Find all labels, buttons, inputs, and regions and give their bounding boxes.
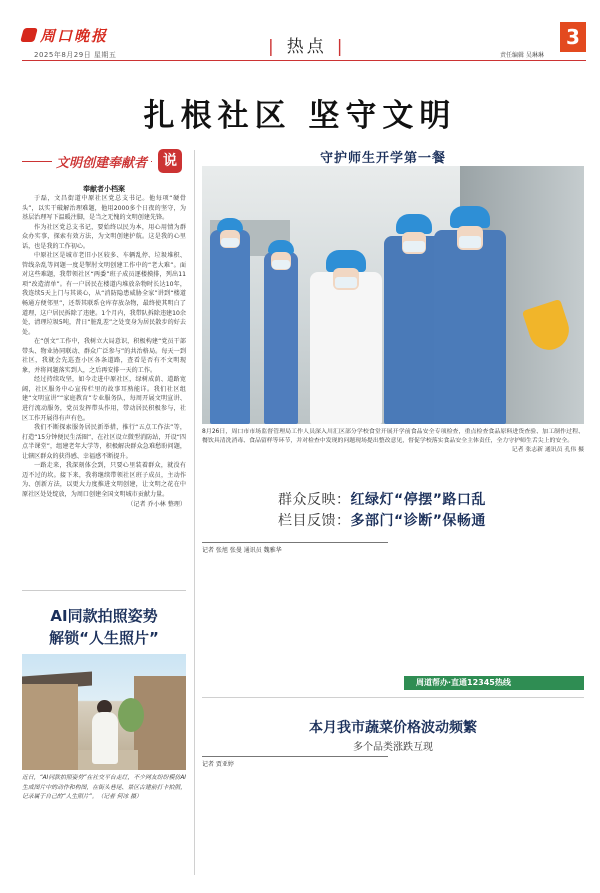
header-rule — [22, 60, 586, 61]
photo-staff-member — [310, 272, 382, 424]
cap-icon — [396, 214, 432, 234]
photo-wall-left — [22, 684, 78, 770]
photo-credit: 记者 张志新 通讯员 孔伟 摄 — [511, 447, 584, 454]
article-paragraph: 在“创文”工作中，我树立大局意识，积极构建“党员干部带头、物业协同联动、群众广泛参与”的共治格局。每天一到社区，我就会先巡查小区各条道路，查看是否有不文明现象，并将问题落实到人，之后再安排一天的工作。 — [22, 338, 186, 374]
masthead — [0, 0, 600, 62]
editor-credit: 责任编辑 吴琳琳 — [500, 52, 544, 59]
section-divider-right: | — [336, 37, 346, 57]
photo-inspector — [264, 252, 298, 424]
ai-title-line2: 解锁“人生照片” — [49, 629, 159, 647]
mask-icon — [403, 241, 425, 252]
column-banner — [22, 149, 186, 173]
headline-body: 红绿灯“停摆”路口乱 — [350, 492, 486, 508]
photo-person — [92, 712, 118, 764]
cap-icon — [450, 206, 490, 228]
banner-title: 文明创建奉献者 — [52, 152, 151, 171]
ai-story-title — [22, 605, 186, 649]
article-paragraph: 作为社区党总支书记，要始终以民为本，用心用情为群众办实事，探索有效方法，为文明创建护航。这是我的心里话，也是我的工作初心。 — [22, 223, 186, 250]
logo-mark-icon — [20, 28, 38, 42]
page-number-badge: 3 — [560, 22, 586, 52]
veg-article-right — [404, 756, 584, 880]
photo-inspector — [210, 230, 250, 424]
veg-article-left — [202, 768, 388, 880]
photo-story-title: 守护师生开学第一餐 — [320, 151, 447, 166]
photo-tree — [118, 698, 144, 732]
hotline-byline: 记者 张旭 张曼 通讯员 魏雅华 — [202, 542, 388, 554]
mask-icon — [221, 238, 239, 247]
photo-inspector — [434, 230, 506, 424]
headline-body: 多部门“诊断”保畅通 — [350, 513, 486, 529]
ai-title-line1: AI同款拍照姿势 — [50, 607, 158, 625]
mask-icon — [272, 260, 290, 269]
inspection-photo — [202, 166, 584, 424]
headline-prefix: 栏目反馈： — [278, 513, 351, 529]
profile-article — [22, 194, 186, 584]
headline-prefix: 群众反映： — [278, 492, 351, 508]
hotline-headline-2 — [278, 510, 486, 530]
section-title — [258, 32, 355, 57]
article-paragraph: 中原社区是城市老旧小区较多、车辆乱停、垃圾堆积、管线杂乱等问题一度是掣肘文明创建工作中的“老大难”。面对这些难题，我带领社区“两委”班子成员逐楼摸排，列出11项“改造清单”。有一户居民在楼道内堆放杂物时长达10年，我连续5天上门与其谈心，从“消防隐患威胁全家”讲到“楼道畅通方便邻里”，还帮其联系仓库存放杂物，最终使其明白了道理，这户居民拆除了违建。1个月内，我带队拆除违建10余处，清理垃圾5吨，昔日“脏乱差”之处变身为居民散步的好去处。 — [22, 252, 186, 336]
hotline-article-left — [202, 554, 388, 690]
veg-story-subtitle: 多个品类涨跌互现 — [353, 742, 433, 753]
photo-caption-text: 8月26日，周口市市场监督管理局工作人员深入川汇区部分学校食堂开展开学前食品安全专项检查，重点检查食品原料进货查验、加工制作过程、餐饮具清洗消毒、食品留样等环节，并对检查中发现的问题现场提出整改意见，督促学校落实食品安全主体责任，全力守护师生舌尖上的安全。 — [202, 429, 584, 445]
section-divider-left: | — [268, 37, 277, 57]
section-rule — [202, 697, 584, 698]
newspaper-logo — [22, 24, 140, 46]
column-divider — [22, 590, 186, 591]
issue-date: 2025年8月29日 星期五 — [34, 51, 117, 59]
mask-icon — [335, 277, 357, 288]
banner-seal-icon: 说 — [158, 149, 182, 173]
ai-story-caption: 近日，“AI同款拍照姿势”在社交平台走红，不少网友纷纷模仿AI生成图片中的动作和构图，在街头巷尾、景区古建前打卡拍照，记录属于自己的“人生照片”。（记者 何冰 摄） — [22, 775, 186, 800]
column-rule — [194, 150, 195, 875]
article-paragraph: 我们不断探索服务居民新举措，推行“五点工作法”等，打造“15分钟便民生活圈”，在社区设立微型消防站，开设“四点半课堂”，组建老年大学等，积极解决群众急难愁盼问题，让辖区群众的获得感、幸福感不断提升。 — [22, 424, 186, 460]
photo-caption — [202, 428, 584, 456]
article-paragraph: 一路走来，我深刻体会到，只要心里装着群众，就没有迈不过的坎。接下来，我将继续带领社区班子成员，主动作为、创新方法，以更大力度推进文明创建，让文明之花在中原社区处处绽放，为周口创建全国文明城市贡献力量。 — [22, 462, 186, 498]
article-paragraph: 经过持续攻坚，如今走进中原社区，绿树成荫、道路宽阔，社区服务中心宣传栏里的故事耳熟能详。我们社区组建“文明宣讲”“家庭教育”专业服务队，每周开展文明宣讲、进行流动服务，党员发挥带头作用，带动居民积极参与，社区工作开展得有声有色。 — [22, 376, 186, 422]
veg-byline: 记者 贾亚婷 — [202, 756, 388, 768]
page-headline: 扎根社区 坚守文明 — [143, 98, 457, 134]
hotline-headline-1 — [278, 489, 486, 509]
ai-story-photo — [22, 654, 186, 770]
mask-icon — [459, 236, 481, 248]
veg-story-title: 本月我市蔬菜价格波动频繁 — [309, 720, 477, 736]
profile-heading: 奉献者小档案 — [83, 185, 125, 193]
brand-name: 周口晚报 — [40, 26, 109, 45]
section-label: 热点 — [286, 37, 327, 57]
article-paragraph: 于磊，文昌街道中原社区党总支书记。他每项“硬骨头”，以实干破解治理难题，他用2000多个日夜的坚守，为基层治理写下温暖注脚，是当之无愧的文明创建先锋。 — [22, 195, 186, 222]
hotline-article-right — [404, 542, 584, 672]
hotline-banner: 周道帮办·直通12345热线 — [404, 676, 584, 690]
article-signature: （记者 乔小林 整理） — [127, 500, 186, 508]
